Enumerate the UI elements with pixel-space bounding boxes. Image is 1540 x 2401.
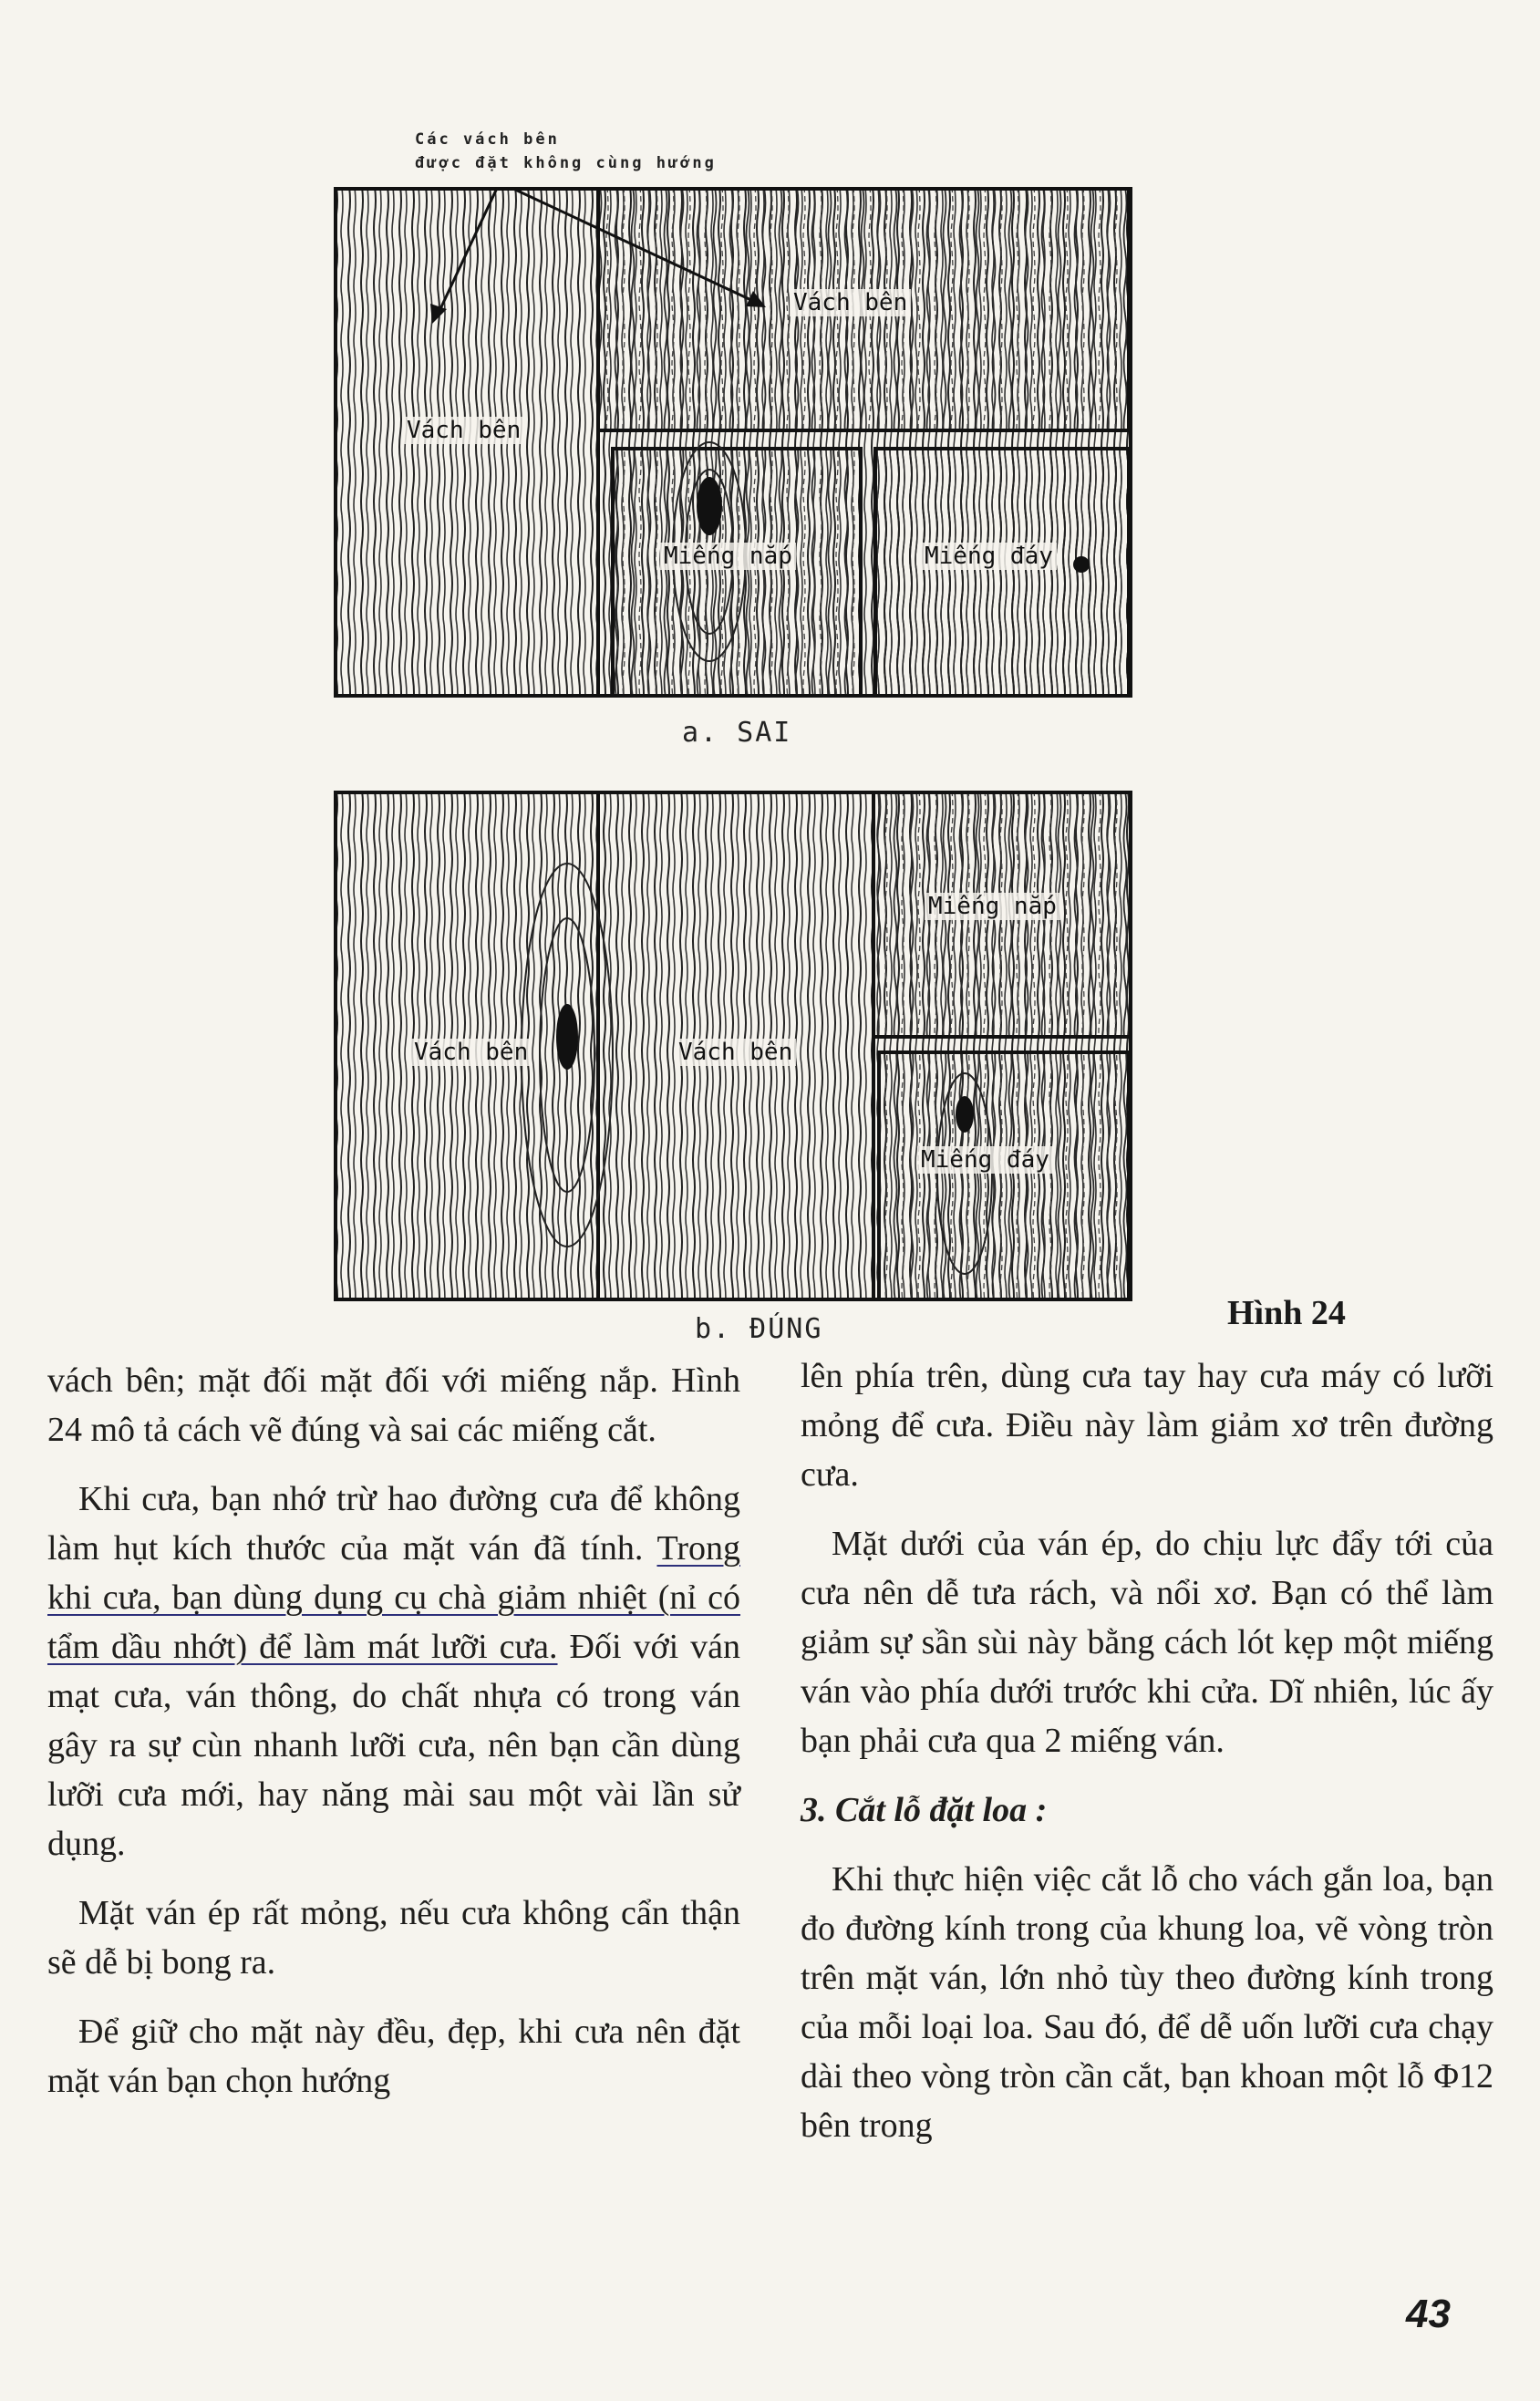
right-paragraph-3: Khi thực hiện việc cắt lỗ cho vách gắn loa, bạn đo đường kính trong của khung loa, vẽ vòng tròn trên mặt ván, lớn nhỏ tùy theo đường kính trong của mỗi loại loa. Sau đó, để dễ uốn lưỡi cưa chạy dài theo vòng tròn cần cắt, bạn khoan một lỗ Φ12 bên trong	[801, 1860, 1493, 2145]
right-paragraph-2: Mặt dưới của ván ép, do chịu lực đẩy tới của cưa nên dễ tưa rách, và nổi xơ. Bạn có thể làm giảm sự sần sùi này bằng cách lót kẹp một miếng ván vào phía dưới trước khi cửa. Dĩ nhiên, lúc ấy bạn phải cưa qua 2 miếng ván.	[801, 1525, 1493, 1760]
right-paragraph-1: lên phía trên, dùng cưa tay hay cưa máy có lưỡi mỏng để cưa. Điều này làm giảm xơ trên đường cưa.	[801, 1357, 1493, 1494]
figure-title: Hình 24	[1227, 1294, 1346, 1332]
panel-b-lid-label: Miếng nắp	[925, 893, 1060, 920]
left-paragraph-1: vách bên; mặt đối mặt đối với miếng nắp. Hình 24 mô tả cách vẽ đúng và sai các miếng cắt.	[47, 1361, 740, 1449]
right-column	[801, 1351, 1493, 2170]
left-paragraph-2-start: Khi cưa, bạn nhớ trừ hao đường cưa để không làm hụt kích thước của mặt ván đã tính.	[47, 1480, 740, 1568]
panel-a-caption: a. SAI	[682, 717, 792, 749]
figure-panel-a	[334, 187, 1132, 698]
section-heading: 3. Cắt lỗ đặt loa :	[801, 1791, 1048, 1829]
panel-a-lid-label: Miếng nắp	[660, 543, 796, 570]
left-column	[47, 1356, 740, 2126]
callout-line-2: được đặt không cùng hướng	[415, 154, 717, 172]
left-paragraph-3: Mặt ván ép rất mỏng, nếu cưa không cẩn thận sẽ dễ bị bong ra.	[47, 1894, 740, 1982]
left-paragraph-2	[47, 1475, 740, 1868]
panel-b-bottom-label: Miếng đáy	[917, 1146, 1053, 1174]
callout-line-1: Các vách bên	[415, 130, 560, 149]
panel-b-side-middle-label: Vách bên	[675, 1039, 796, 1066]
left-paragraph-2-underlined: Trong khi cưa, bạn dùng dụng cụ chà giảm nhiệt (nỉ có tẩm dầu nhớt) để làm mát lưỡi cưa.	[47, 1529, 740, 1666]
panel-b-caption: b. ĐÚNG	[695, 1313, 823, 1345]
figure-panel-b	[334, 791, 1132, 1301]
panel-b-side-left-label: Vách bên	[410, 1039, 532, 1066]
panel-a-side-left-label: Vách bên	[403, 417, 524, 444]
panel-a-side-right-label: Vách bên	[790, 289, 911, 316]
left-paragraph-2-end: Đối với ván mạt cưa, ván thông, do chất nhựa có trong ván gây ra sự cùn nhanh lưỡi cưa, nên bạn cần dùng lưỡi cưa mới, hay năng mài sau một vài lần sử dụng.	[47, 1628, 740, 1863]
figure-callout	[415, 128, 717, 175]
panel-a-bottom-label: Miếng đáy	[921, 543, 1057, 570]
page-number: 43	[1406, 2292, 1451, 2336]
left-paragraph-4: Để giữ cho mặt này đều, đẹp, khi cưa nên đặt mặt ván bạn chọn hướng	[47, 2013, 740, 2100]
